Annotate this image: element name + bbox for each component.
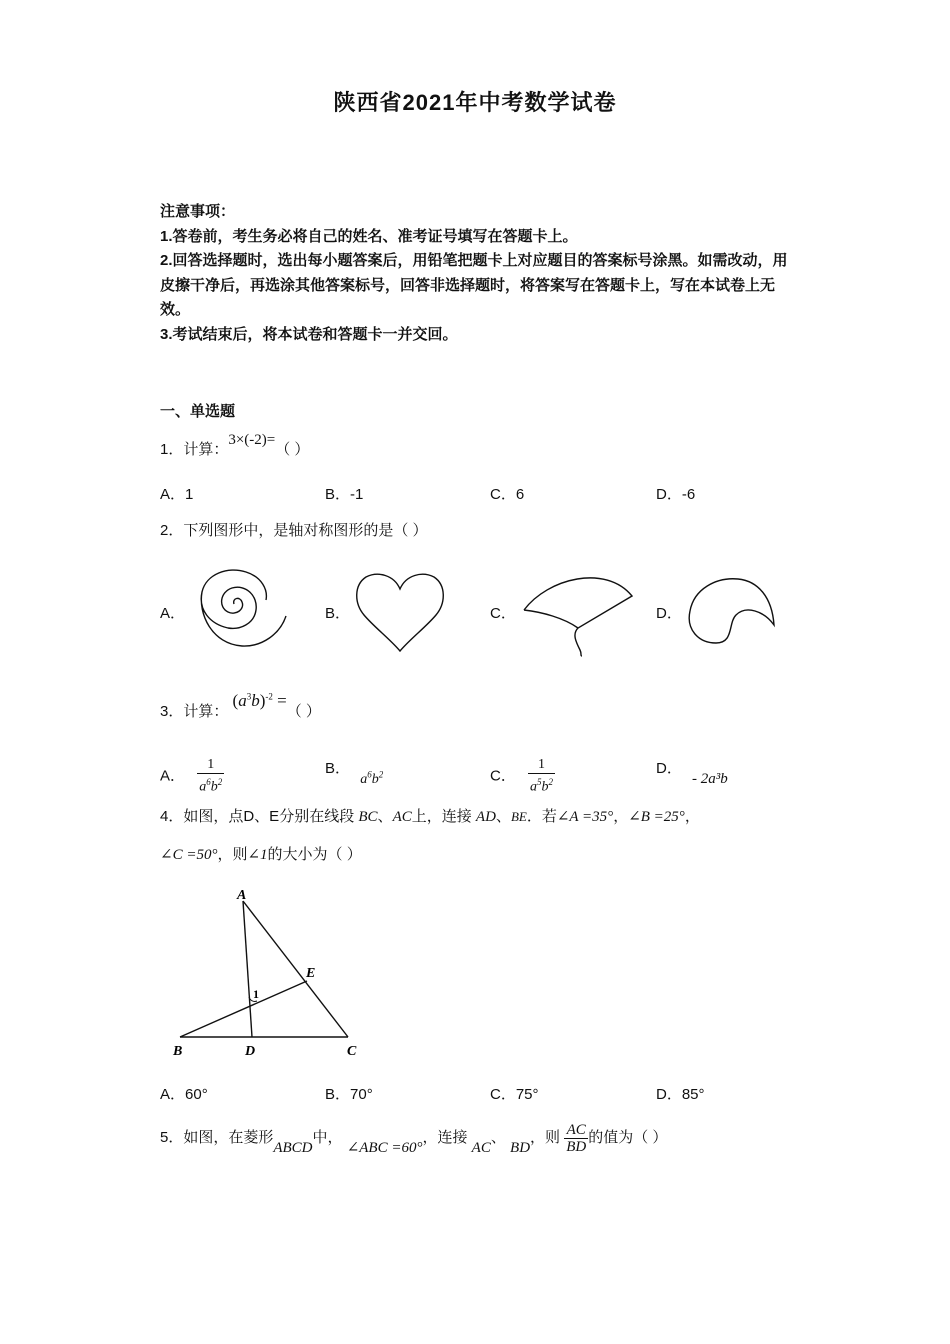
q4-text-g: 的大小为（ ） [267, 846, 362, 863]
q3-expression: $(a^3b)^{-2}$ = [232, 691, 287, 710]
q4-seg-be: BE [510, 809, 527, 824]
q4-sep-1: 、 [377, 808, 393, 825]
q4-text-points: D、E [243, 808, 280, 825]
q3-a-denominator: $a^6b^2$ [199, 777, 223, 795]
q4-line-2 [160, 843, 362, 864]
q3-option-c[interactable] [490, 757, 555, 796]
q3-option-a[interactable] [160, 757, 224, 796]
page-title: 陕西省2021年中考数学试卷 [333, 90, 617, 115]
q3-fraction-a [197, 757, 224, 796]
q1-paren: （ ） [275, 441, 310, 458]
q5-denominator: BD [566, 1138, 587, 1155]
q4-option-c[interactable]: C．75° [490, 1086, 539, 1103]
q4-angle-a: ∠A =35° [556, 809, 614, 825]
q5-sep: 、 [490, 1129, 506, 1146]
q3-option-d[interactable] [656, 757, 728, 787]
label-b: B [173, 1044, 183, 1059]
q3-fraction-c [528, 757, 555, 796]
notice-item-1: 1.答卷前，考生务必将自己的姓名、准考证号填写在答题卡上。 [160, 227, 578, 245]
q3-stem: 3．计算： [160, 703, 229, 720]
q5-angle: ∠ABC =60° [346, 1140, 423, 1156]
notice-item-3: 3.考试结束后，将本试卷和答题卡一并交回。 [160, 325, 458, 343]
label-angle-1: 1 [253, 987, 259, 1001]
q3-label-a: A． [160, 767, 186, 785]
q5-rhombus: ABCD [273, 1140, 313, 1156]
q1-option-a[interactable]: A．1 [160, 486, 194, 503]
q4-angle-c: ∠C =50° [160, 847, 218, 863]
q5-text-c: 中， [312, 1129, 343, 1146]
q1-stem: 1．计算： [160, 441, 229, 458]
q5-text-j: 的值为（ ） [588, 1129, 668, 1146]
q4-text-c: 分别在线段 [279, 808, 355, 825]
q4-line-1 [160, 805, 700, 826]
q3-label-d: D． [656, 760, 682, 777]
question-3 [160, 691, 321, 721]
q4-seg-ad: AD [475, 809, 496, 825]
label-a: A [237, 888, 247, 903]
q4-comma-2: ， [684, 808, 700, 825]
question-1 [160, 432, 310, 459]
q1-expression: 3×(-2)= [228, 432, 276, 448]
q4-seg-ac: AC [392, 809, 412, 825]
q4-text-f: ，则 [217, 846, 248, 863]
q3-a-numerator: 1 [197, 757, 224, 774]
q4-option-a[interactable]: A．60° [160, 1086, 208, 1103]
q3-b-expression: $a^6b^2$ [360, 769, 384, 787]
q1-option-c[interactable]: C．6 [490, 486, 525, 503]
q3-label-b: B． [325, 760, 351, 777]
q5-text-a: 5．如图，在菱形 [160, 1129, 274, 1146]
q2-label-b[interactable]: B． [325, 605, 351, 622]
heart-figure [354, 571, 446, 651]
label-d: D [245, 1044, 256, 1059]
q2-label-d[interactable]: D． [656, 605, 682, 622]
fan-figure [520, 570, 634, 656]
label-c: C [347, 1044, 357, 1059]
q3-label-c: C． [490, 767, 516, 785]
q2-label-c[interactable]: C． [490, 605, 516, 622]
q4-angle-b: ∠B =25° [628, 809, 685, 825]
q5-seg-bd: BD [510, 1140, 531, 1156]
q4-angle-1: ∠1 [247, 847, 268, 863]
spiral-figure [192, 564, 288, 650]
notice-heading: 注意事项： [160, 203, 236, 220]
curl-figure [686, 575, 778, 645]
q4-option-b[interactable]: B．70° [325, 1086, 373, 1103]
q4-text-d: 上，连接 [411, 808, 472, 825]
q4-seg-bc: BC [358, 809, 378, 825]
q2-stem: 2．下列图形中，是轴对称图形的是（ ） [160, 522, 428, 539]
question-5 [160, 1118, 667, 1158]
q5-text-e: ，连接 [422, 1129, 468, 1146]
q5-text-i: ，则 [530, 1129, 561, 1146]
q3-paren: （ ） [286, 703, 321, 720]
q4-option-d[interactable]: D．85° [656, 1086, 705, 1103]
q3-c-numerator: 1 [528, 757, 555, 774]
q3-option-b[interactable] [325, 757, 384, 787]
section-heading: 一、单选题 [160, 403, 236, 420]
q5-fraction [564, 1122, 588, 1155]
q1-option-b[interactable]: B．-1 [325, 486, 364, 503]
notice-block [160, 200, 800, 347]
q4-text-a: 4．如图，点 [160, 808, 244, 825]
notice-item-2: 2.回答选择题时，选出每小题答案后，用铅笔把题卡上对应题目的答案标号涂黑。如需改动，用皮擦干净后，再选涂其他答案标号，回答非选择题时，将答案写在答题卡上，写在本试卷上无效。 [160, 252, 788, 318]
q5-numerator: AC [564, 1122, 588, 1139]
q2-label-a[interactable]: A． [160, 605, 186, 622]
q3-c-denominator: $a^5b^2$ [530, 777, 554, 795]
q5-seg-ac: AC [471, 1140, 491, 1156]
q4-text-e: ．若 [526, 808, 557, 825]
q3-d-expression: - 2a³b [692, 771, 728, 787]
q4-sep-2: 、 [495, 808, 511, 825]
triangle-figure [165, 885, 375, 1065]
q4-comma-1: ， [613, 808, 629, 825]
label-e: E [306, 966, 316, 981]
q1-option-d[interactable]: D．-6 [656, 486, 696, 503]
